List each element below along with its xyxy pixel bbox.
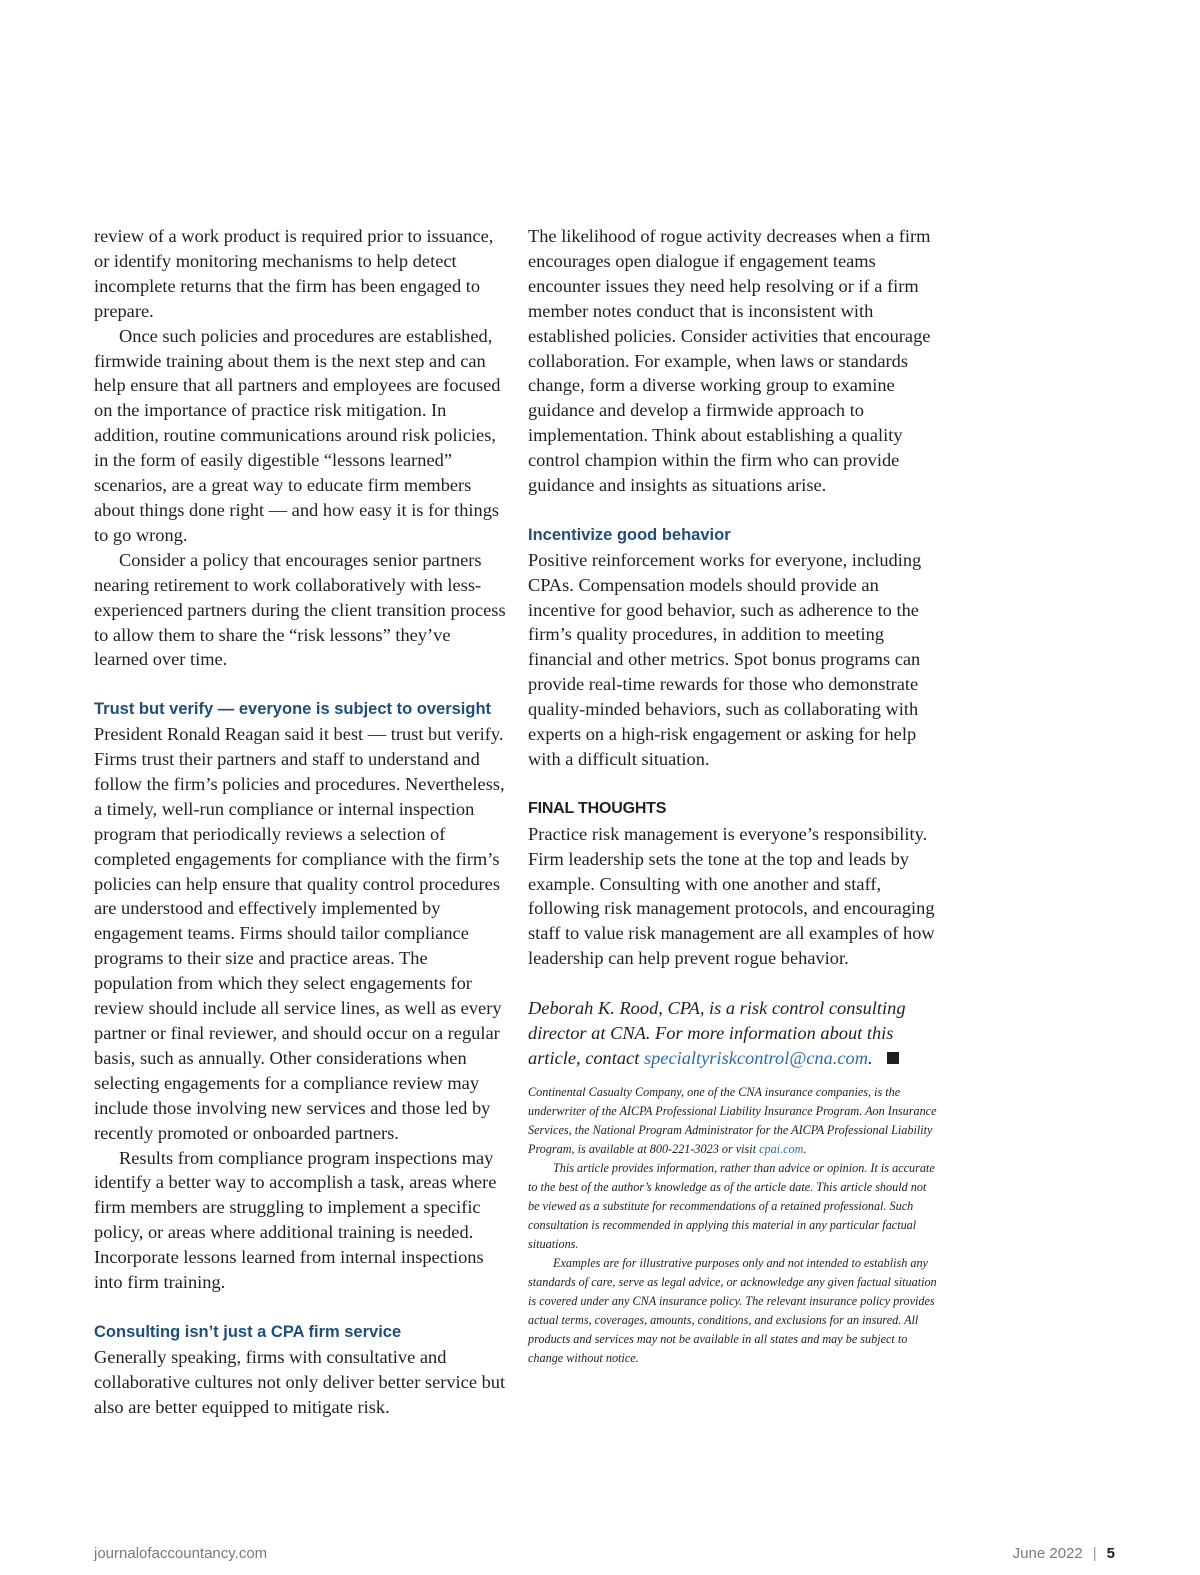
section-heading-consulting: Consulting isn’t just a CPA firm service bbox=[94, 1322, 402, 1341]
paragraph: President Ronald Reagan said it best — trust but verify. Firms trust their partners and staff to understand and follow the firm’s policies and procedures. Nevertheless, a timely, well-run compliance or internal inspection program that periodically reviews a selection of completed engagements for compliance with the firm’s policies can help ensure that quality control procedures are understood and effectively implemented by engagement teams. Firms should tailor compliance programs to their size and practice areas. The population from which they select engagements for review should include all service lines, as well as every partner or final reviewer, and should occur on a regular basis, such as annually. Other considerations when selecting engagements for a compliance review may include those involving new services and those led by recently promoted or onboarded partners. bbox=[94, 724, 505, 1143]
section-heading-final-thoughts: FINAL THOUGHTS bbox=[528, 799, 667, 817]
disclaimer bbox=[528, 1083, 940, 1368]
author-bio-text: Deborah K. Rood, CPA, is a risk control consulting director at CNA. For more information about this article, contact bbox=[528, 998, 906, 1068]
section-heading-trust-but-verify: Trust but verify — everyone is subject to oversight bbox=[94, 700, 492, 719]
cpai-link[interactable]: cpai.com bbox=[759, 1141, 804, 1156]
paragraph: Consider a policy that encourages senior partners nearing retirement to work collaboratively with less-experienced partners during the client transition process to allow them to share the “risk lessons” they’ve learned over time. bbox=[94, 549, 506, 670]
disclaimer-paragraph bbox=[528, 1083, 940, 1159]
footer-separator: | bbox=[1092, 1545, 1097, 1562]
paragraph: Results from compliance program inspections may identify a better way to accomplish a task, areas where firm members are struggling to implement a specific policy, or areas where additional training is needed. Incorporate lessons learned from internal inspections into firm training. bbox=[94, 1147, 497, 1293]
paragraph: Positive reinforcement works for everyone, including CPAs. Compensation models should provide an incentive for good behavior, such as adherence to the firm’s quality procedures, in addition to meeting financial and other metrics. Spot bonus programs can provide real-time rewards for those who demonstrate quality-minded behaviors, such as collaborating with experts on a high-risk engagement or asking for help with a difficult situation. bbox=[528, 549, 922, 770]
paragraph: review of a work product is required prior to issuance, or identify monitoring mechanisms to help detect incomplete returns that the firm has been engaged to prepare. bbox=[94, 226, 494, 321]
footer-date: June 2022 bbox=[1012, 1545, 1083, 1562]
paragraph: Practice risk management is everyone’s responsibility. Firm leadership sets the tone at the top and leads by example. Consulting with one another and staff, following risk management protocols, and encouraging staff to value risk management are all examples of how leadership can help prevent rogue behavior. bbox=[528, 823, 935, 969]
disclaimer-text: Continental Casualty Company, one of the CNA insurance companies, is the underwriter of the AICPA Professional Liability Insurance Program. Aon Insurance Services, the National Program Administrator for the AICPA Professional Liability Program, is available at 800-221-3023 or visit bbox=[528, 1084, 937, 1156]
author-bio-end: . bbox=[868, 1047, 873, 1068]
footer-site: journalofaccountancy.com bbox=[94, 1545, 268, 1562]
paragraph: Once such policies and procedures are established, firmwide training about them is the next step and can help ensure that all partners and employees are focused on the importance of practice risk mitigation. In addition, routine communications around risk policies, in the form of easily digestible “lessons learned” scenarios, are a great way to educate firm members about things done right — and how easy it is for things to go wrong. bbox=[94, 325, 501, 545]
disclaimer-paragraph: Examples are for illustrative purposes only and not intended to establish any standards of care, serve as legal advice, or acknowledge any given factual situation is covered under any CNA insurance policy. The relevant insurance policy provides actual terms, coverages, amounts, conditions, and exclusions for an insured. All products and services may not be available in all states and may be subject to change without notice. bbox=[528, 1255, 937, 1365]
right-column bbox=[528, 224, 940, 1368]
end-mark-icon bbox=[887, 1052, 899, 1064]
left-column bbox=[94, 224, 506, 1419]
disclaimer-paragraph: This article provides information, rather than advice or opinion. It is accurate to the best of the author’s knowledge as of the article date. This article should not be viewed as a substitute for recommendations of a retained professional. Such consultation is recommended in applying this material in any particular factual situations. bbox=[528, 1160, 935, 1251]
paragraph: The likelihood of rogue activity decreases when a firm encourages open dialogue if engagement teams encounter issues they need help resolving or if a firm member notes conduct that is inconsistent with established policies. Consider activities that encourage collaboration. For example, when laws or standards change, form a diverse working group to examine guidance and develop a firmwide approach to implementation. Think about establishing a quality control champion within the firm who can provide guidance and insights as situations arise. bbox=[528, 226, 931, 496]
disclaimer-end: . bbox=[803, 1141, 807, 1156]
section-heading-incentivize: Incentivize good behavior bbox=[528, 525, 731, 544]
page-number: 5 bbox=[1106, 1545, 1115, 1562]
paragraph: Generally speaking, firms with consultative and collaborative cultures not only deliver better service but also are better equipped to mitigate risk. bbox=[94, 1346, 506, 1417]
footer-page-info bbox=[1013, 1545, 1115, 1562]
author-bio bbox=[528, 996, 940, 1071]
author-email-link[interactable]: specialtyriskcontrol@cna.com bbox=[643, 1047, 869, 1068]
